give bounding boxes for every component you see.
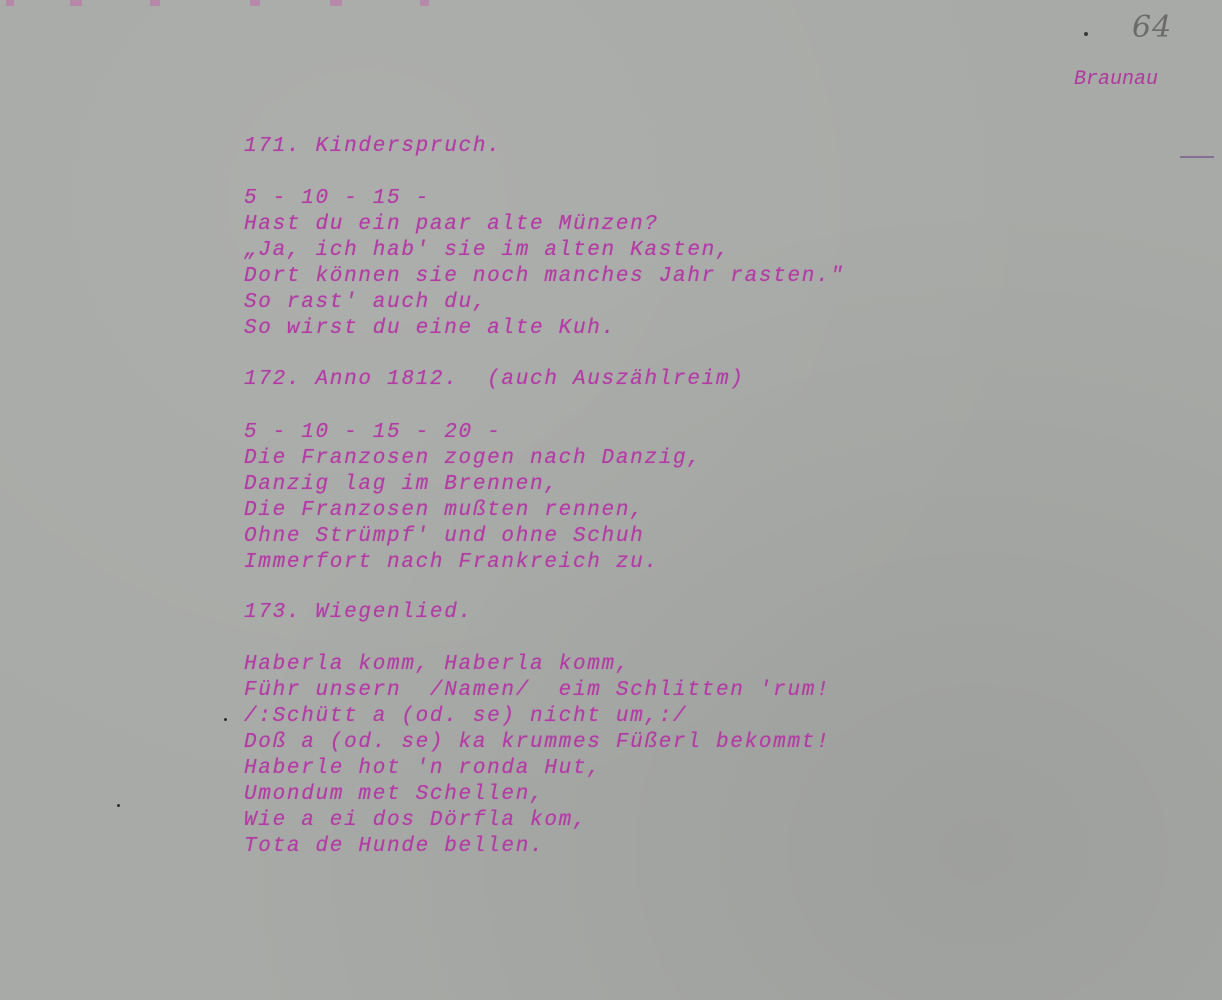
edge-ink-mark — [6, 0, 14, 6]
place-name: Braunau — [1074, 68, 1159, 91]
poem-line: Führ unsern /Namen/ eim Schlitten 'rum! — [244, 679, 831, 702]
edge-ink-mark — [420, 0, 429, 6]
poem-line: Haberla komm, Haberla komm, — [244, 653, 631, 676]
poem-line: „Ja, ich hab' sie im alten Kasten, — [244, 239, 731, 262]
paper-speck — [117, 804, 120, 807]
paper-speck — [224, 718, 227, 721]
edge-ink-mark — [330, 0, 342, 6]
page-number: 64 — [1132, 10, 1173, 45]
poem-line: So rast' auch du, — [244, 291, 488, 314]
poem-line: 5 - 10 - 15 - — [244, 187, 430, 210]
poem-line: Dort können sie noch manches Jahr rasten." — [244, 265, 845, 288]
pencil-dot — [1084, 32, 1088, 36]
poem-line: Immerfort nach Frankreich zu. — [244, 551, 659, 574]
poem-line: /:Schütt a (od. se) nicht um,:/ — [244, 705, 688, 728]
poem-line: 5 - 10 - 15 - 20 - — [244, 421, 502, 444]
poem-line: Doß a (od. se) ka krummes Füßerl bekommt! — [244, 731, 831, 754]
poem-line: So wirst du eine alte Kuh. — [244, 317, 616, 340]
poem-line: Wie a ei dos Dörfla kom, — [244, 809, 588, 832]
poem-line: Die Franzosen zogen nach Danzig, — [244, 447, 702, 470]
poem-title: 172. Anno 1812. (auch Auszählreim) — [244, 368, 745, 391]
edge-ink-mark — [150, 0, 160, 6]
poem-line: Tota de Hunde bellen. — [244, 835, 545, 858]
poem-line: Haberle hot 'n ronda Hut, — [244, 757, 602, 780]
margin-dash-mark — [1180, 156, 1214, 158]
poem-line: Hast du ein paar alte Münzen? — [244, 213, 659, 236]
poem-line: Die Franzosen mußten rennen, — [244, 499, 645, 522]
poem-line: Danzig lag im Brennen, — [244, 473, 559, 496]
edge-ink-mark — [250, 0, 260, 6]
poem-line: Ohne Strümpf' und ohne Schuh — [244, 525, 645, 548]
edge-ink-mark — [70, 0, 82, 6]
poem-line: Umondum met Schellen, — [244, 783, 545, 806]
poem-title: 171. Kinderspruch. — [244, 135, 502, 158]
poem-title: 173. Wiegenlied. — [244, 601, 473, 624]
